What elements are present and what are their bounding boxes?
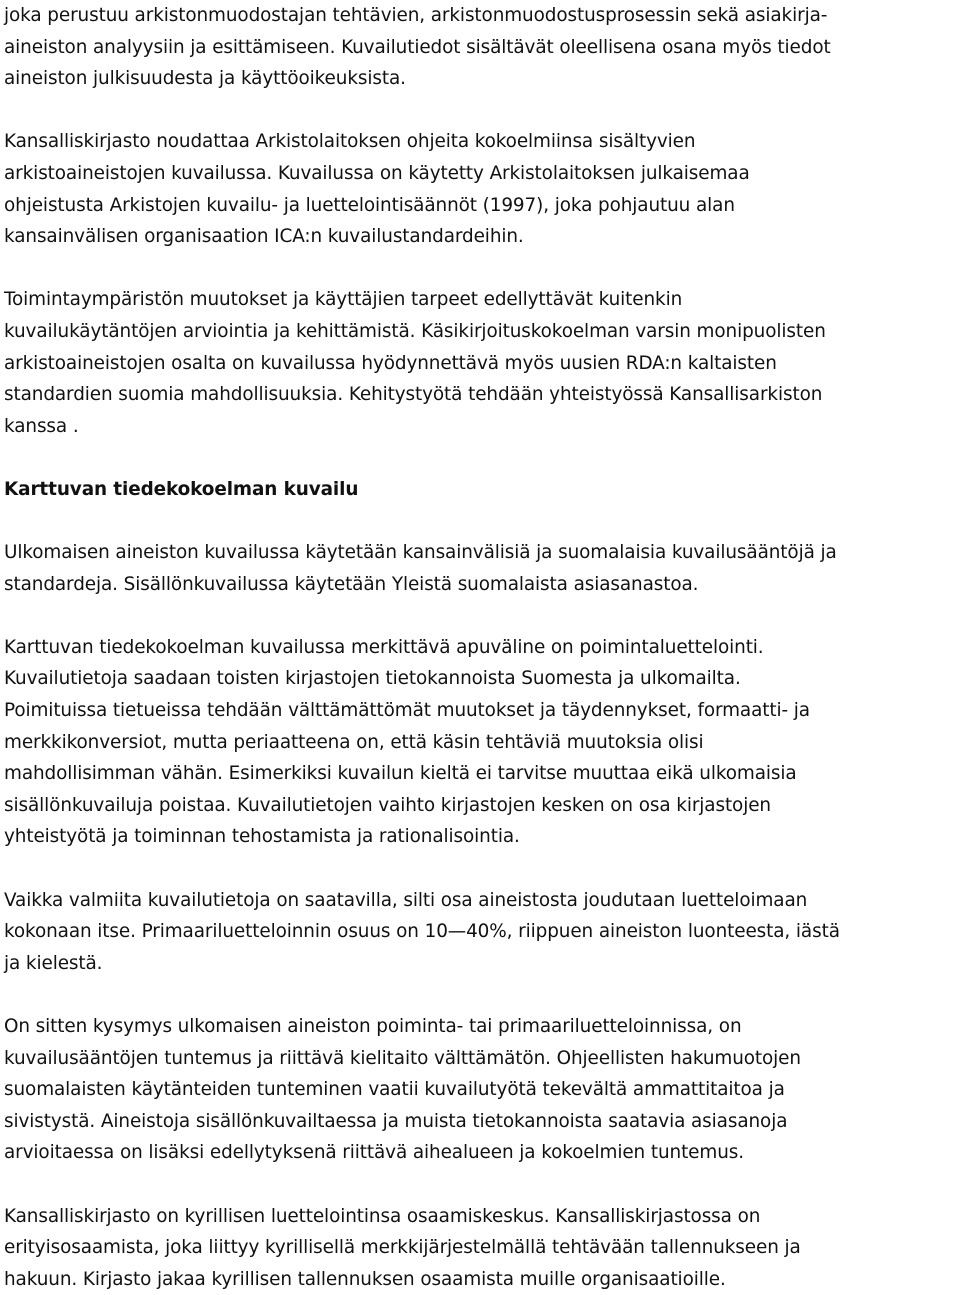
text-line: Kansalliskirjasto noudattaa Arkistolaitoksen ohjeita kokoelmiinsa sisältyvien [4, 131, 696, 153]
text-line: kanssa . [4, 415, 79, 437]
text-line: Poimituissa tietueissa tehdään välttämättömät muutokset ja täydennykset, formaatti- ja [4, 700, 810, 722]
text-line: merkkikonversiot, mutta periaatteena on, että käsin tehtäviä muutoksia olisi [4, 731, 704, 753]
text-line: sisällönkuvailuja poistaa. Kuvailutietojen vaihto kirjastojen kesken on osa kirjastojen [4, 794, 771, 816]
text-line: Karttuvan tiedekokoelman kuvailussa merkittävä apuväline on poimintaluettelointi. [4, 636, 764, 658]
text-line: ohjeistusta Arkistojen kuvailu- ja luettelointisäännöt (1997), joka pohjautuu alan [4, 194, 735, 216]
paragraph [4, 537, 960, 600]
text-line: suomalaisten käytänteiden tunteminen vaatii kuvailutyötä tekevältä ammattitaitoa ja [4, 1079, 785, 1101]
text-line: yhteistyötä ja toiminnan tehostamista ja rationalisointia. [4, 826, 520, 848]
text-line: On sitten kysymys ulkomaisen aineiston poiminta- tai primaariluetteloinnissa, on [4, 1016, 742, 1037]
text-line: aineiston analyysiin ja esittämiseen. Kuvailutiedot sisältävät oleellisena osana myös tiedot [4, 36, 831, 58]
section-heading: Karttuvan tiedekokoelman kuvailu [4, 478, 359, 500]
text-line: kokonaan itse. Primaariluetteloinnin osuus on 10—40%, riippuen aineiston luonteesta, iästä [4, 921, 840, 943]
text-line: aineiston julkisuudesta ja käyttöoikeuksista. [4, 68, 406, 90]
paragraph [4, 632, 960, 853]
text-line: sivistystä. Aineistoja sisällönkuvailtaessa ja muista tietokannoista saatavia asiasanoja [4, 1110, 788, 1132]
paragraph-gap [4, 600, 960, 632]
paragraph-gap [4, 253, 960, 285]
text-line: standardien suomia mahdollisuuksia. Kehitystyötä tehdään yhteistyössä Kansallisarkiston [4, 384, 823, 406]
paragraph [4, 284, 960, 442]
paragraph-gap [4, 95, 960, 127]
text-line: Ulkomaisen aineiston kuvailussa käytetään kansainvälisiä ja suomalaisia kuvailusääntöjä ja [4, 542, 837, 564]
paragraph [4, 885, 960, 980]
text-line: hakuun. Kirjasto jakaa kyrillisen tallennuksen osaamista muille organisaatioille. [4, 1268, 726, 1290]
paragraph-gap [4, 853, 960, 885]
text-line: mahdollisimman vähän. Esimerkiksi kuvailun kieltä ei tarvitse muuttaa eikä ulkomaisia [4, 763, 797, 785]
paragraph [4, 126, 960, 252]
text-line: ja kielestä. [4, 952, 103, 974]
intro-section [4, 0, 960, 442]
text-line: Vaikka valmiita kuvailutietoja on saatavilla, silti osa aineistosta joudutaan luetteloimaan [4, 889, 808, 911]
document-page [4, 0, 960, 1295]
text-line: kansainvälisen organisaation ICA:n kuvailustandardeihin. [4, 226, 524, 248]
paragraph [4, 0, 960, 95]
paragraph-gap [4, 979, 960, 1011]
text-line: arkistoaineistojen kuvailussa. Kuvailussa on käytetty Arkistolaitoksen julkaisemaa [4, 162, 750, 184]
text-line: Kuvailutietoja saadaan toisten kirjastojen tietokannoista Suomesta ja ulkomailta. [4, 668, 741, 690]
text-line: arkistoaineistojen osalta on kuvailussa hyödynnettävä myös uusien RDA:n kaltaisten [4, 352, 777, 374]
paragraph [4, 1201, 960, 1295]
text-line: Toimintaympäristön muutokset ja käyttäjien tarpeet edellyttävät kuitenkin [4, 289, 683, 311]
text-line: kuvailusääntöjen tuntemus ja riittävä kielitaito välttämätön. Ohjeellisten hakumuotojen [4, 1047, 801, 1069]
text-line: standardeja. Sisällönkuvailussa käytetään Yleistä suomalaista asiasanastoa. [4, 573, 699, 595]
paragraph-gap [4, 442, 960, 474]
description-section [4, 537, 960, 1295]
text-line: arvioitaessa on lisäksi edellytyksenä riittävä aihealueen ja kokoelmien tuntemus. [4, 1142, 744, 1164]
paragraph-gap [4, 1169, 960, 1201]
text-line: kuvailukäytäntöjen arviointia ja kehittämistä. Käsikirjoituskokoelman varsin monipuolisten [4, 320, 826, 342]
text-line: erityisosaamista, joka liittyy kyrillisellä merkkijärjestelmällä tehtävään tallennukseen ja [4, 1237, 801, 1259]
paragraph-gap [4, 506, 960, 538]
text-line: joka perustuu arkistonmuodostajan tehtävien, arkistonmuodostusprosessin sekä asiakirja- [4, 5, 828, 26]
paragraph [4, 1011, 960, 1169]
text-line: Kansalliskirjasto on kyrillisen luettelointinsa osaamiskeskus. Kansalliskirjastossa on [4, 1205, 761, 1227]
